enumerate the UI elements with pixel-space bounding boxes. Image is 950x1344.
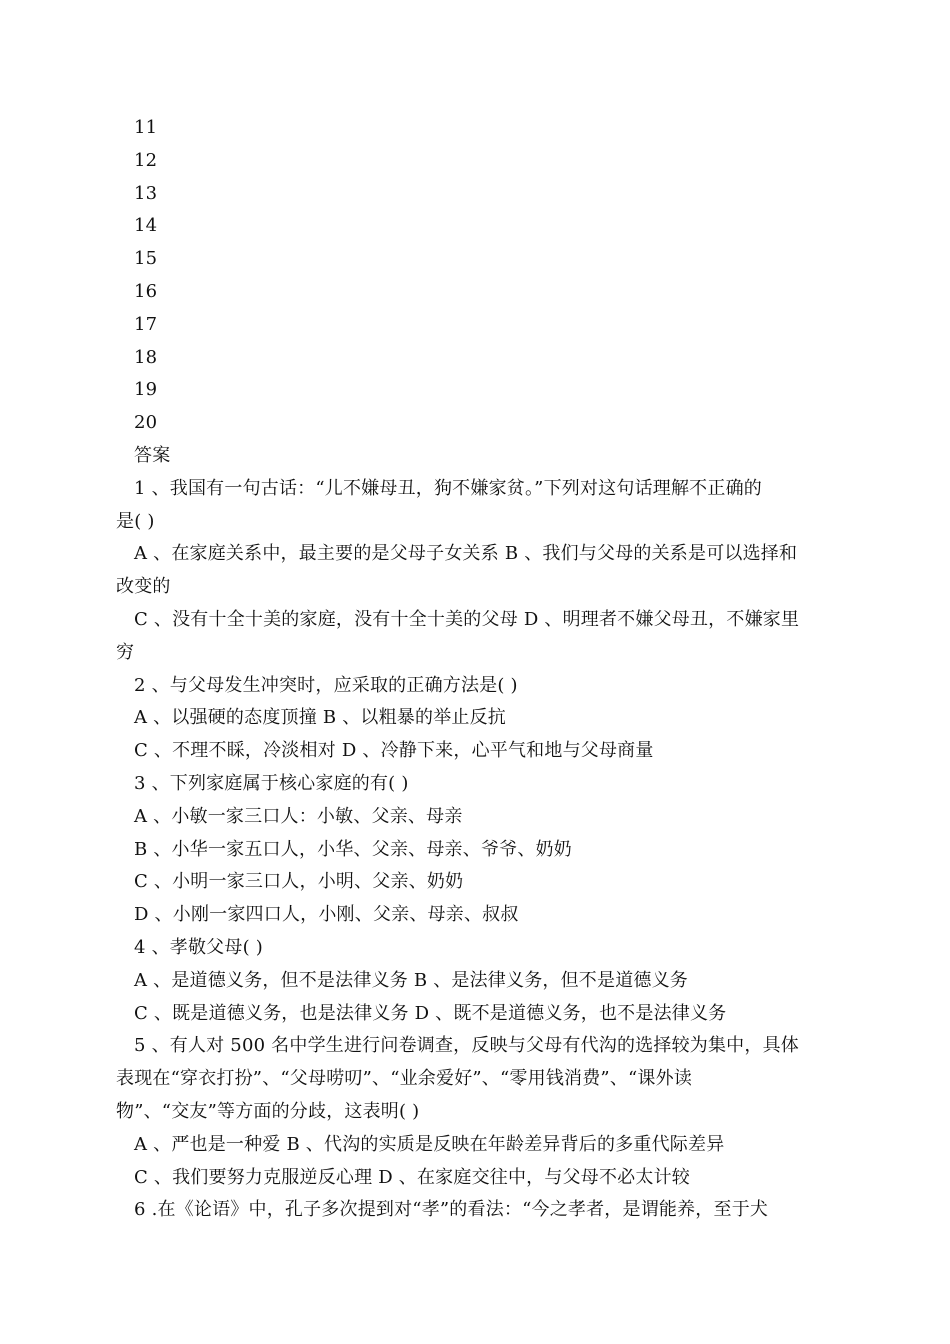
question-number: 19 (134, 379, 158, 401)
text-line: A 、小敏一家三口人：小敏、父亲、母亲 (134, 805, 463, 827)
question-number: 18 (134, 346, 158, 368)
text-line: B 、小华一家五口人，小华、父亲、母亲、爷爷、奶奶 (134, 838, 572, 860)
text-line: A 、严也是一种爱 B 、代沟的实质是反映在年龄差异背后的多重代际差异 (134, 1133, 725, 1155)
text-line: C 、小明一家三口人，小明、父亲、奶奶 (134, 871, 464, 893)
text-line: 2 、与父母发生冲突时，应采取的正确方法是( ) (134, 674, 518, 696)
question-number: 13 (134, 182, 158, 204)
text-line: 3 、下列家庭属于核心家庭的有( ) (134, 773, 409, 794)
text-line: C 、我们要努力克服逆反心理 D 、在家庭交往中，与父母不必太计较 (134, 1166, 690, 1188)
text-line: A 、以强硬的态度顶撞 B 、以粗暴的举止反抗 (134, 707, 506, 729)
text-line: 6 .在《论语》中，孔子多次提到对“孝”的看法：“今之孝者，是谓能养，至于犬 (134, 1199, 769, 1221)
text-line: 改变的 (116, 576, 171, 598)
text-line: 物”、“交友”等方面的分歧，这表明( ) (116, 1101, 420, 1122)
text-line: C 、没有十全十美的家庭，没有十全十美的父母 D 、明理者不嫌父母丑，不嫌家里 (134, 609, 800, 630)
answer-heading: 答案 (134, 445, 171, 466)
text-line: 4 、孝敬父母( ) (134, 937, 263, 958)
question-number: 16 (134, 281, 158, 302)
text-line: A 、是道德义务，但不是法律义务 B 、是法律义务，但不是道德义务 (134, 969, 688, 991)
text-line: 穷 (116, 641, 135, 663)
text-line: 是( ) (116, 510, 155, 532)
text-line: C 、既是道德义务，也是法律义务 D 、既不是道德义务，也不是法律义务 (134, 1002, 727, 1024)
text-line: D 、小刚一家四口人，小刚、父亲、母亲、叔叔 (134, 904, 519, 926)
text-line: C 、不理不睬，冷淡相对 D 、冷静下来，心平气和地与父母商量 (134, 740, 654, 762)
text-line: 表现在“穿衣打扮”、“父母唠叨”、“业余爱好”、“零用钱消费”、“课外读 (116, 1068, 693, 1090)
text-line: 5 、有人对 500 名中学生进行问卷调查，反映与父母有代沟的选择较为集中，具体 (134, 1035, 799, 1057)
question-number: 20 (134, 412, 158, 434)
text-line: A 、在家庭关系中，最主要的是父母子女关系 B 、我们与父母的关系是可以选择和 (134, 543, 798, 565)
text-line: 1 、我国有一句古话：“儿不嫌母丑，狗不嫌家贫。”下列对这句话理解不正确的 (134, 477, 762, 499)
question-number: 12 (134, 149, 158, 171)
question-number: 11 (134, 117, 158, 138)
question-number: 17 (134, 313, 158, 335)
question-number: 14 (134, 215, 158, 237)
question-number: 15 (134, 248, 158, 270)
